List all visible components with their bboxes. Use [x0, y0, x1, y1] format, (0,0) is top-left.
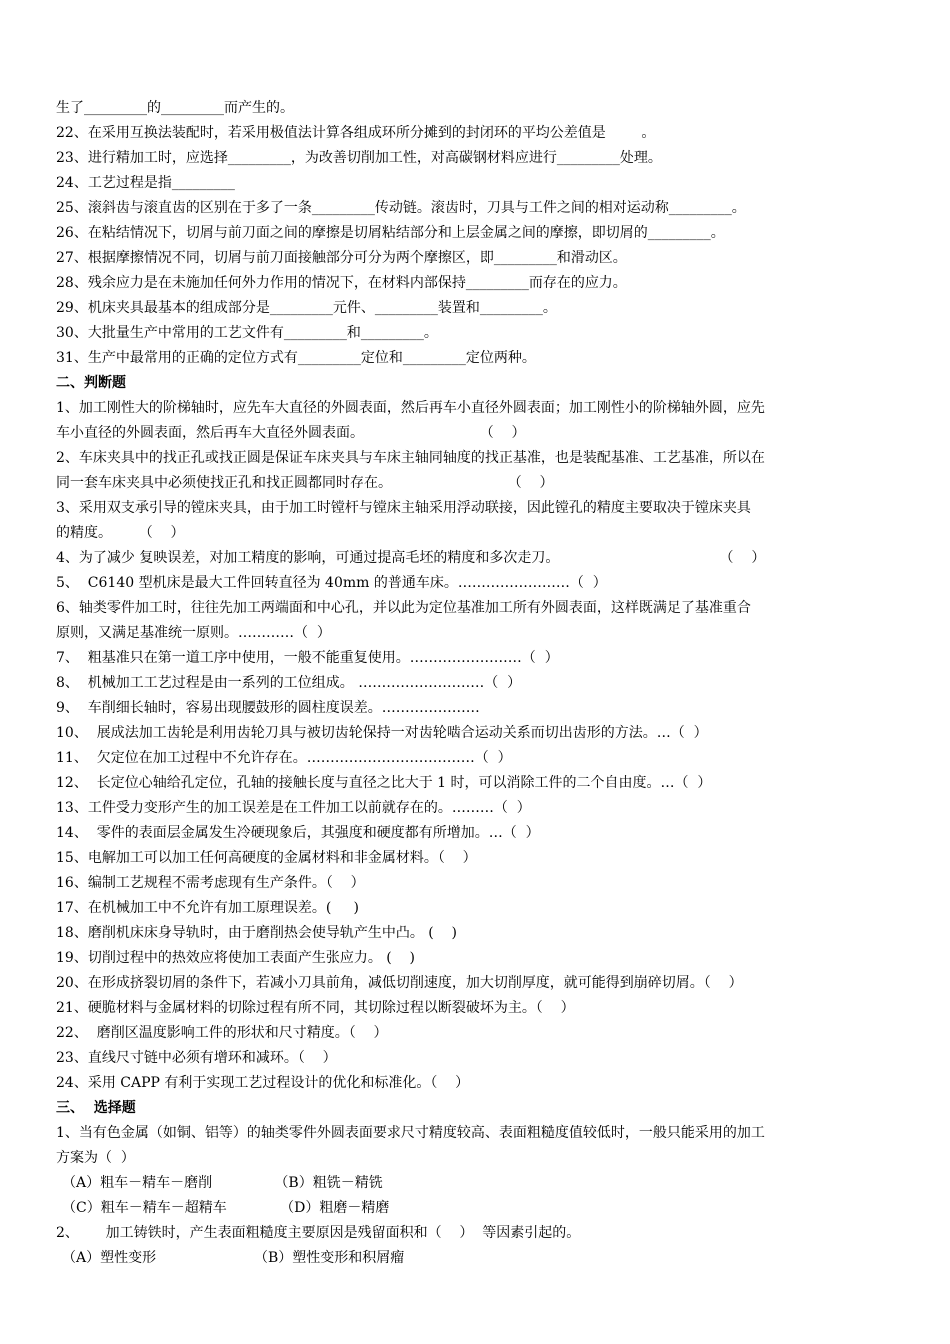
document-page [56, 96, 886, 1271]
judgment-line: 车小直径的外圆表面，然后再车大直径外圆表面。 （ ） [56, 425, 526, 441]
judgment-line: 1、加工刚性大的阶梯轴时，应先车大直径的外圆表面，然后再车小直径外圆表面；加工刚性小的阶梯轴外圆，应先 [56, 400, 765, 416]
fill-in-section [56, 96, 886, 371]
judgment-line: 18、磨削机床床身导轨时，由于磨削热会使导轨产生中凸。 ( ) [56, 925, 457, 941]
choice-option-line: （A）塑性变形 （B）塑性变形和积屑瘤 [62, 1250, 405, 1266]
fill-in-line: 30、大批量生产中常用的工艺文件有_________和_________。 [56, 325, 438, 341]
judgment-line: 11、 欠定位在加工过程中不允许存在。………………………………（ ） [56, 750, 512, 766]
judgment-line: 13、工件受力变形产生的加工误差是在工件加工以前就存在的。………（ ） [56, 800, 531, 816]
judgment-line: 21、硬脆材料与金属材料的切除过程有所不同，其切除过程以断裂破坏为主。（ ） [56, 1000, 575, 1016]
judgment-line: 9、 车削细长轴时，容易出现腰鼓形的圆柱度误差。………………… [56, 700, 480, 716]
judgment-line: 3、采用双支承引导的镗床夹具，由于加工时镗杆与镗床主轴采用浮动联接，因此镗孔的精度主要取决于镗床夹具 [56, 500, 751, 516]
fill-in-line: 23、进行精加工时，应选择_________，为改善切削加工性，对高碳钢材料应进行_________处理。 [56, 150, 662, 166]
fill-in-line: 26、在粘结情况下，切屑与前刀面之间的摩擦是切屑粘结部分和上层金属之间的摩擦，即切屑的_________。 [56, 225, 725, 241]
choice-option-line: （A）粗车－精车－磨削 （B）粗铣－精铣 [62, 1175, 383, 1191]
judgment-line: 15、电解加工可以加工任何高硬度的金属材料和非金属材料。（ ） [56, 850, 477, 866]
fill-in-line: 生了_________的_________而产生的。 [56, 100, 294, 116]
fill-in-line: 28、残余应力是在未施加任何外力作用的情况下，在材料内部保持_________而存在的应力。 [56, 275, 627, 291]
fill-in-line: 27、根据摩擦情况不同，切屑与前刀面接触部分可分为两个摩擦区，即_________和滑动区。 [56, 250, 627, 266]
judgment-line: 16、编制工艺规程不需考虑现有生产条件。（ ） [56, 875, 365, 891]
judgment-line: 20、在形成挤裂切屑的条件下，若减小刀具前角，减低切削速度，加大切削厚度，就可能得到崩碎切屑。（ ） [56, 975, 743, 991]
judgment-line: 14、 零件的表面层金属发生冷硬现象后，其强度和硬度都有所增加。…（ ） [56, 825, 540, 841]
judgment-line: 原则，又满足基准统一原则。…………（ ） [56, 625, 331, 641]
judgment-line: 23、直线尺寸链中必须有增环和减环。（ ） [56, 1050, 337, 1066]
fill-in-line: 25、滚斜齿与滚直齿的区别在于多了一条_________传动链。滚齿时，刀具与工件之间的相对运动称_________。 [56, 200, 746, 216]
judgment-line: 2、车床夹具中的找正孔或找正圆是保证车床夹具与车床主轴同轴度的找正基准，也是装配基准、工艺基准，所以在 [56, 450, 765, 466]
section-heading-choice: 三、 选择题 [56, 1100, 136, 1116]
judgment-line: 17、在机械加工中不允许有加工原理误差。( ) [56, 900, 359, 916]
judgment-line: 6、轴类零件加工时，往往先加工两端面和中心孔，并以此为定位基准加工所有外圆表面，这样既满足了基准重合 [56, 600, 751, 616]
judgment-line: 同一套车床夹具中必须使找正孔和找正圆都同时存在。 （ ） [56, 475, 554, 491]
judgment-line: 8、 机械加工工艺过程是由一系列的工位组成。 ………………………（ ） [56, 675, 522, 691]
judgment-line: 的精度。 （ ） [56, 525, 185, 541]
section-heading-judgment: 二、判断题 [56, 375, 126, 391]
judgment-line: 22、 磨削区温度影响工件的形状和尺寸精度。（ ） [56, 1025, 388, 1041]
judgment-line: 5、 C6140 型机床是最大工件回转直径为 40mm 的普通车床。……………………（ ） [56, 575, 607, 591]
judgment-line: 12、 长定位心轴给孔定位，孔轴的接触长度与直径之比大于 1 时，可以消除工件的二个自由度。…（ ） [56, 775, 712, 791]
judgment-line: 24、采用 CAPP 有利于实现工艺过程设计的优化和标准化。（ ） [56, 1075, 470, 1091]
choice-line: 2、 加工铸铁时，产生表面粗糙度主要原因是残留面积和（ ） 等因素引起的。 [56, 1225, 581, 1241]
judgment-line: 19、切削过程中的热效应将使加工表面产生张应力。 ( ) [56, 950, 415, 966]
judgment-line: 4、为了减少 复映误差，对加工精度的影响，可通过提高毛坯的精度和多次走刀。 （ ） [56, 550, 766, 566]
choice-option-line: （C）粗车－精车－超精车 （D）粗磨－精磨 [62, 1200, 390, 1216]
fill-in-line: 22、在采用互换法装配时，若采用极值法计算各组成环所分摊到的封闭环的平均公差值是 。 [56, 125, 656, 141]
judgment-section [56, 371, 886, 1096]
fill-in-line: 29、机床夹具最基本的组成部分是_________元件、_________装置和_________。 [56, 300, 557, 316]
fill-in-line: 24、工艺过程是指_________ [56, 175, 235, 191]
judgment-line: 10、 展成法加工齿轮是利用齿轮刀具与被切齿轮保持一对齿轮啮合运动关系而切出齿形的方法。…（ ） [56, 725, 708, 741]
choice-section [56, 1096, 886, 1271]
choice-line: 1、当有色金属（如铜、铝等）的轴类零件外圆表面要求尺寸精度较高、表面粗糙度值较低时，一般只能采用的加工 [56, 1125, 765, 1141]
judgment-line: 7、 粗基准只在第一道工序中使用，一般不能重复使用。……………………（ ） [56, 650, 559, 666]
fill-in-line: 31、生产中最常用的正确的定位方式有_________定位和_________定位两种。 [56, 350, 536, 366]
choice-line: 方案为（ ） [56, 1150, 135, 1166]
